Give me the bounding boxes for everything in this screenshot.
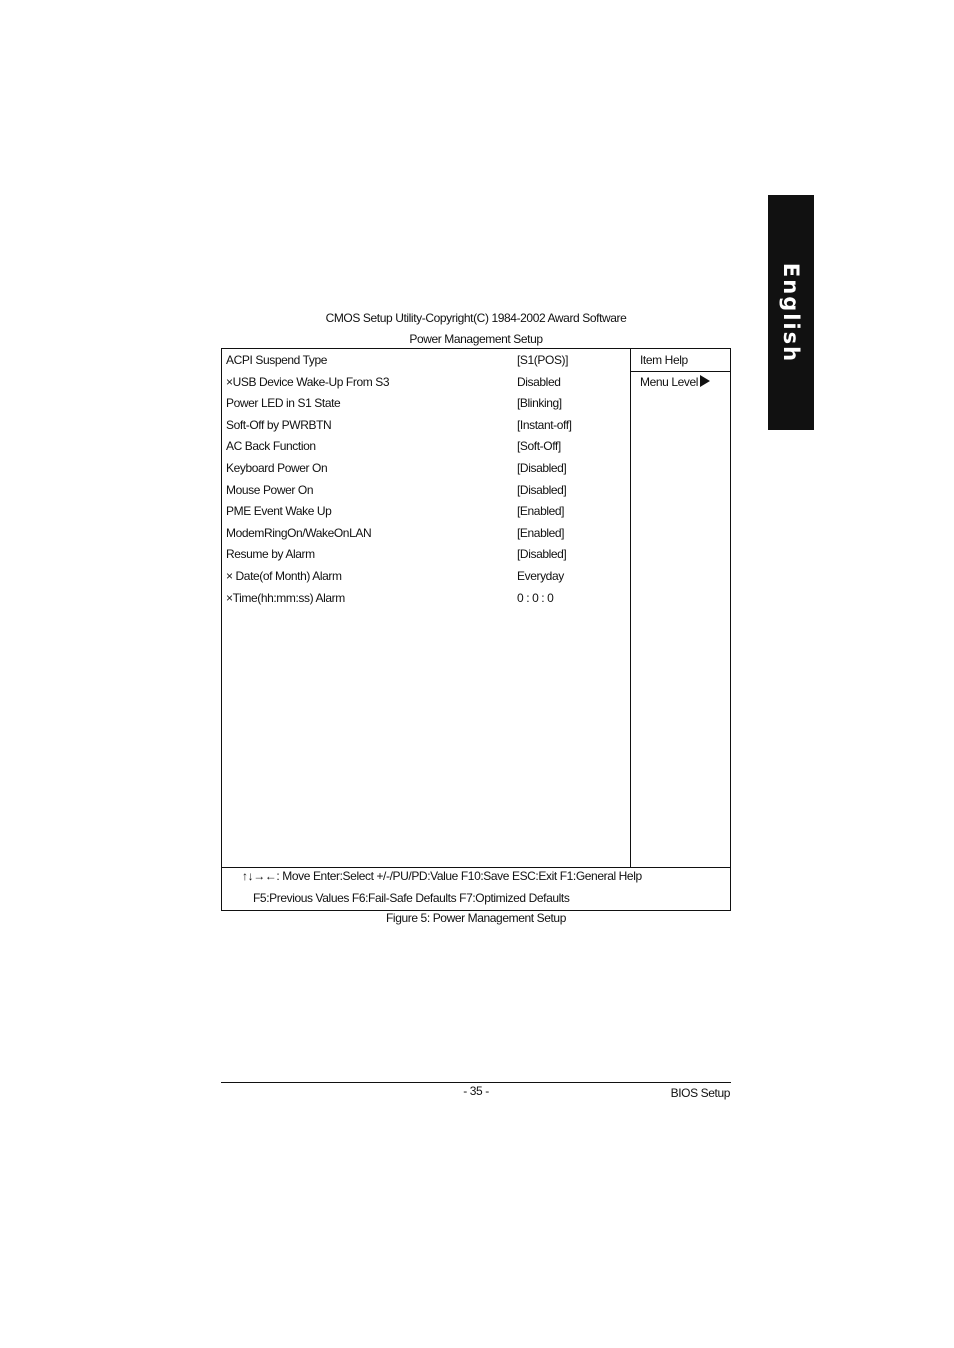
setting-row[interactable] — [222, 483, 630, 505]
setting-row[interactable] — [222, 418, 630, 440]
setting-row[interactable] — [222, 461, 630, 483]
setting-label: Power LED in S1 State — [226, 396, 341, 411]
function-keys-help: F5:Previous Values F6:Fail-Safe Defaults F7:Optimized Defaults — [253, 891, 570, 905]
setting-row[interactable] — [222, 353, 630, 375]
menu-level-label: Menu Level — [640, 375, 699, 389]
setting-value[interactable]: [Disabled] — [517, 547, 567, 562]
setting-row[interactable] — [222, 591, 630, 613]
navigation-keys-help: ↑↓→←: Move Enter:Select +/-/PU/PD:Value F10:Save ESC:Exit F1:General Help — [242, 869, 642, 883]
setting-label: Resume by Alarm — [226, 547, 315, 562]
figure-caption: Figure 5: Power Management Setup — [386, 911, 566, 925]
setting-label: ACPI Suspend Type — [226, 353, 328, 367]
language-tab-label: English — [779, 262, 803, 363]
right-triangle-icon — [700, 375, 710, 387]
setting-value[interactable]: 0 : 0 : 0 — [517, 590, 554, 605]
setting-label: Keyboard Power On — [226, 460, 328, 475]
help-column-divider — [630, 349, 631, 867]
setting-value[interactable]: [Soft-Off] — [517, 439, 561, 454]
section-name: BIOS Setup — [670, 1086, 730, 1100]
setting-row[interactable] — [222, 569, 630, 591]
help-title-divider — [631, 371, 730, 372]
setting-row[interactable] — [222, 396, 630, 418]
item-help-title: Item Help — [640, 353, 688, 367]
setting-value[interactable]: [S1(POS)] — [517, 353, 569, 367]
setting-label: ModemRingOn/WakeOnLAN — [226, 525, 372, 540]
setting-value[interactable]: [Disabled] — [517, 482, 567, 497]
setting-value[interactable]: [Disabled] — [517, 460, 567, 475]
setting-row[interactable] — [222, 375, 630, 397]
setting-value[interactable]: [Enabled] — [517, 525, 565, 540]
setting-label: ×Time(hh:mm:ss) Alarm — [226, 590, 345, 605]
footer-rule — [221, 1082, 731, 1083]
setting-label: AC Back Function — [226, 439, 316, 454]
utility-copyright-header: CMOS Setup Utility-Copyright(C) 1984-2002 Award Software — [325, 311, 627, 325]
setting-label: Soft-Off by PWRBTN — [226, 417, 332, 432]
language-tab — [768, 195, 814, 430]
setup-page-title: Power Management Setup — [409, 332, 543, 346]
setting-label: × Date(of Month) Alarm — [226, 568, 342, 583]
bios-setup-screen — [221, 348, 731, 911]
setting-value[interactable]: [Enabled] — [517, 504, 565, 519]
setting-label: PME Event Wake Up — [226, 504, 332, 519]
settings-list — [222, 353, 630, 612]
setting-label: Mouse Power On — [226, 482, 314, 497]
setting-value[interactable]: [Blinking] — [517, 396, 562, 411]
page-number: - 35 - — [463, 1084, 489, 1098]
setting-row[interactable] — [222, 439, 630, 461]
menu-level-indicator — [640, 375, 710, 389]
setting-row[interactable] — [222, 526, 630, 548]
setting-label: ×USB Device Wake-Up From S3 — [226, 374, 390, 389]
setting-row[interactable] — [222, 547, 630, 569]
setting-value[interactable]: Everyday — [517, 568, 564, 583]
setting-row[interactable] — [222, 504, 630, 526]
setting-value[interactable]: [Instant-off] — [517, 417, 572, 432]
setting-value[interactable]: Disabled — [517, 374, 561, 389]
